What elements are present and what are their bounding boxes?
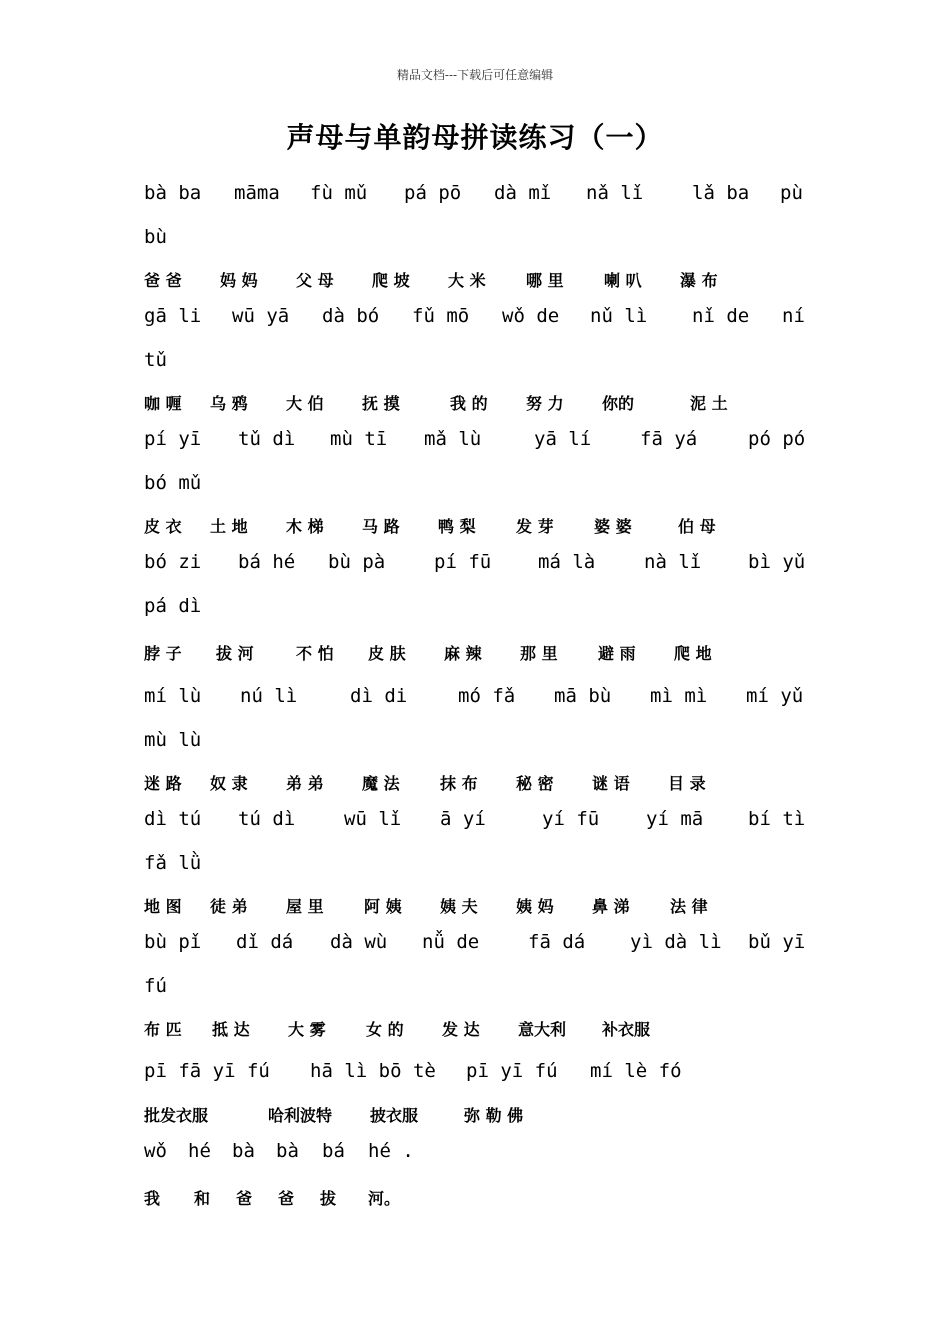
hanzi-word: 爸 爸: [144, 271, 182, 290]
hanzi-word: 拔: [320, 1189, 337, 1208]
pinyin-word: pá pō: [404, 182, 462, 204]
pinyin-word: bó zi: [144, 551, 202, 573]
pinyin-word: nà lǐ: [644, 551, 702, 573]
pinyin-word: fù mǔ: [310, 182, 368, 204]
hanzi-word: 你的: [602, 394, 635, 413]
pinyin-word: pó pó: [748, 428, 806, 450]
hanzi-word: 意大利: [518, 1020, 567, 1039]
hanzi-word: 布 匹: [144, 1020, 182, 1039]
hanzi-word: 抹 布: [440, 774, 478, 793]
hanzi-word: 魔 法: [362, 774, 400, 793]
pinyin-word: pá dì: [144, 595, 202, 617]
pinyin-word: dà wù: [330, 931, 388, 953]
pinyin-word: māma: [234, 182, 280, 204]
hanzi-word: 努 力: [526, 394, 564, 413]
pinyin-word: dì tú: [144, 808, 202, 830]
hanzi-word: 哈利波特: [268, 1106, 333, 1125]
pinyin-word: yā lí: [534, 428, 592, 450]
pinyin-word: fú: [144, 975, 167, 997]
hanzi-word: 木 梯: [286, 517, 324, 536]
pinyin-word: wū yā: [232, 305, 290, 327]
hanzi-word: 皮 衣: [144, 517, 182, 536]
pinyin-word: dǐ dá: [236, 931, 294, 953]
pinyin-word: tú dì: [238, 808, 296, 830]
pinyin-word: bù: [144, 226, 167, 248]
hanzi-word: 法 律: [670, 897, 708, 916]
pinyin-word: hé .: [368, 1140, 414, 1162]
hanzi-word: 爬 地: [674, 644, 712, 663]
pinyin-word: mí lù: [144, 685, 202, 707]
pinyin-word: pí yī: [144, 428, 202, 450]
pinyin-word: hé: [188, 1140, 211, 1162]
hanzi-word: 大 伯: [286, 394, 324, 413]
hanzi-word: 批发衣服: [144, 1106, 209, 1125]
pinyin-word: mó fǎ: [458, 685, 516, 707]
pinyin-word: mí yǔ: [746, 685, 804, 707]
hanzi-word: 避 雨: [598, 644, 636, 663]
hanzi-word: 奴 隶: [210, 774, 248, 793]
pinyin-word: bá hé: [238, 551, 296, 573]
pinyin-word: dì di: [350, 685, 408, 707]
hanzi-word: 爸: [278, 1189, 295, 1208]
hanzi-word: 屋 里: [286, 897, 324, 916]
pinyin-word: pī yī fú: [466, 1060, 558, 1082]
hanzi-word: 河。: [368, 1189, 401, 1208]
pinyin-word: pí fū: [434, 551, 492, 573]
hanzi-word: 哪 里: [526, 271, 564, 290]
pinyin-word: bó mǔ: [144, 472, 202, 494]
hanzi-word: 那 里: [520, 644, 558, 663]
pinyin-word: bì yǔ: [748, 551, 806, 573]
hanzi-word: 和: [194, 1189, 211, 1208]
pinyin-word: gā li: [144, 305, 202, 327]
pinyin-word: ní: [782, 305, 805, 327]
pinyin-word: yí mā: [646, 808, 704, 830]
page-header: 精品文档---下载后可任意编辑: [396, 68, 554, 82]
pinyin-word: mì mì: [650, 685, 708, 707]
pinyin-word: pù: [780, 182, 803, 204]
hanzi-word: 女 的: [366, 1020, 404, 1039]
hanzi-word: 地 图: [144, 897, 182, 916]
pinyin-word: bí tì: [748, 808, 806, 830]
pinyin-word: bà ba: [144, 182, 202, 204]
pinyin-word: mù lù: [144, 729, 202, 751]
hanzi-word: 爸: [236, 1189, 253, 1208]
hanzi-word: 父 母: [296, 271, 334, 290]
hanzi-word: 马 路: [362, 517, 400, 536]
pinyin-word: fǔ mō: [412, 305, 470, 327]
pinyin-word: nǔ lì: [590, 305, 648, 327]
hanzi-word: 乌 鸦: [210, 394, 248, 413]
pinyin-word: lǎ ba: [692, 182, 750, 204]
hanzi-word: 披衣服: [370, 1106, 419, 1125]
hanzi-word: 抵 达: [212, 1020, 250, 1039]
pinyin-word: mǎ lù: [424, 428, 482, 450]
hanzi-word: 秘 密: [516, 774, 554, 793]
pinyin-word: fā yá: [640, 428, 698, 450]
pinyin-word: má là: [538, 551, 596, 573]
pinyin-word: hā lì bō tè: [310, 1060, 436, 1082]
pinyin-word: nú lì: [240, 685, 298, 707]
hanzi-word: 拔 河: [216, 644, 254, 663]
pinyin-word: yí fū: [542, 808, 600, 830]
pinyin-word: tǔ dì: [238, 428, 296, 450]
hanzi-word: 土 地: [210, 517, 248, 536]
pinyin-word: dà bó: [322, 305, 380, 327]
hanzi-word: 迷 路: [144, 774, 182, 793]
hanzi-word: 脖 子: [144, 644, 182, 663]
pinyin-word: yì dà lì: [630, 931, 722, 953]
hanzi-word: 皮 肤: [368, 644, 406, 663]
hanzi-word: 发 芽: [516, 517, 554, 536]
hanzi-word: 谜 语: [592, 774, 630, 793]
pinyin-word: bù pǐ: [144, 931, 202, 953]
hanzi-word: 鼻 涕: [592, 897, 630, 916]
hanzi-word: 伯 母: [678, 517, 716, 536]
pinyin-word: nǚ de: [422, 931, 480, 953]
hanzi-word: 我: [144, 1189, 161, 1208]
hanzi-word: 瀑 布: [680, 271, 718, 290]
pinyin-word: fǎ lǜ: [144, 852, 202, 874]
hanzi-word: 不 怕: [296, 644, 334, 663]
hanzi-word: 妈 妈: [220, 271, 258, 290]
pinyin-word: mā bù: [554, 685, 612, 707]
pinyin-word: dà mǐ: [494, 182, 552, 204]
hanzi-word: 婆 婆: [594, 517, 632, 536]
hanzi-word: 弟 弟: [286, 774, 324, 793]
hanzi-word: 目 录: [668, 774, 706, 793]
pinyin-word: bǔ yī: [748, 931, 806, 953]
pinyin-word: tǔ: [144, 349, 167, 371]
document-title: 声母与单韵母拼读练习（一）: [286, 121, 664, 154]
hanzi-word: 喇 叭: [604, 271, 642, 290]
pinyin-word: ā yí: [440, 808, 486, 830]
hanzi-word: 补衣服: [602, 1020, 651, 1039]
pinyin-word: wǒ: [144, 1140, 167, 1162]
pinyin-word: wǒ de: [502, 305, 560, 327]
pinyin-word: fā dá: [528, 931, 586, 953]
hanzi-word: 阿 姨: [364, 897, 402, 916]
hanzi-word: 徒 弟: [210, 897, 248, 916]
hanzi-word: 大 雾: [288, 1020, 326, 1039]
hanzi-word: 麻 辣: [444, 644, 482, 663]
hanzi-word: 鸭 梨: [438, 517, 476, 536]
hanzi-word: 泥 土: [690, 394, 728, 413]
pinyin-word: bà: [232, 1140, 255, 1162]
hanzi-word: 大 米: [448, 271, 486, 290]
pinyin-word: mí lè fó: [590, 1060, 682, 1082]
hanzi-word: 弥 勒 佛: [464, 1106, 524, 1125]
hanzi-word: 姨 妈: [516, 897, 554, 916]
pinyin-word: nǎ lǐ: [586, 182, 644, 204]
pinyin-word: bà: [276, 1140, 299, 1162]
pinyin-word: nǐ de: [692, 305, 750, 327]
pinyin-word: pī fā yī fú: [144, 1060, 270, 1082]
pinyin-word: bá: [322, 1140, 345, 1162]
pinyin-word: wū lǐ: [344, 808, 402, 830]
hanzi-word: 咖 喱: [144, 394, 182, 413]
pinyin-word: mù tī: [330, 428, 388, 450]
hanzi-word: 姨 夫: [440, 897, 478, 916]
hanzi-word: 我 的: [450, 394, 488, 413]
hanzi-word: 发 达: [442, 1020, 480, 1039]
hanzi-word: 抚 摸: [362, 394, 400, 413]
hanzi-word: 爬 坡: [372, 271, 410, 290]
pinyin-word: bù pà: [328, 551, 386, 573]
